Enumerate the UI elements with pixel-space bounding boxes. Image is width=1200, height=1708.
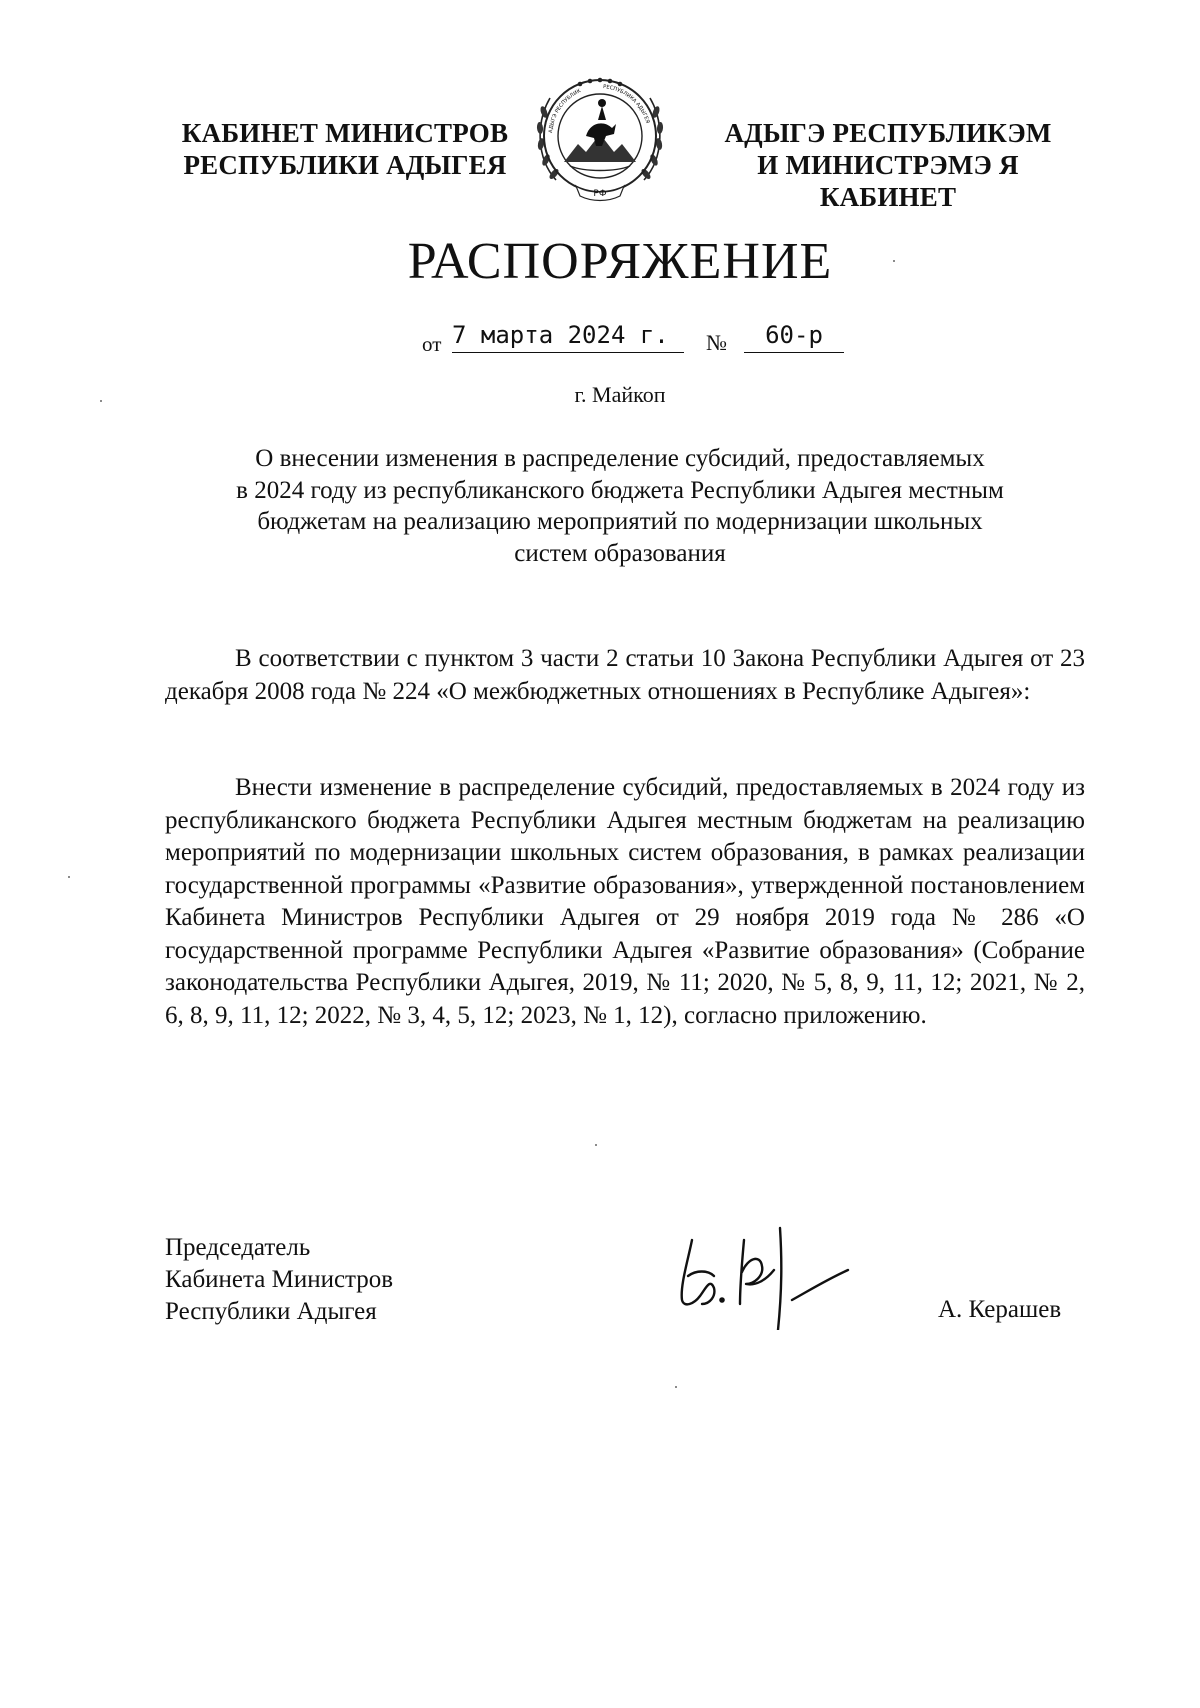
handwritten-signature-icon xyxy=(670,1200,870,1330)
issuer-name-line-1: КАБИНЕТ МИНИСТРОВ xyxy=(181,118,509,148)
document-date: 7 марта 2024 г. xyxy=(452,318,684,353)
issuer-name-adyghe-line-2: И МИНИСТРЭМЭ Я КАБИНЕТ xyxy=(757,150,1019,212)
subject-line-3: бюджетам на реализацию мероприятий по модернизации школьных xyxy=(257,508,983,535)
signer-position-line-1: Председатель xyxy=(165,1234,311,1261)
body-paragraph-order: Внести изменение в распределение субсидий, предоставляемых в 2024 году из республиканского бюджета Республики Адыгея местным бюджетам на реализацию мероприятий по модернизации школьных систем образования, в рамках реализации государственной программы «Развитие образования», утвержденной постановлением Кабинета Министров Республики Адыгея от 29 ноября 2019 года № 286 «О государственной программе Республики Адыгея «Развитие образования» (Собрание законодательства Республики Адыгея, 2019, № 11; 2020, № 5, 8, 9, 11, 12; 2021, № 2, 6, 8, 9, 11, 12; 2022, № 3, 4, 5, 12; 2023, № 1, 12), согласно приложению. xyxy=(165,774,1085,1029)
coat-of-arms-graphic xyxy=(530,62,670,210)
subject-line-1: О внесении изменения в распределение субсидий, предоставляемых xyxy=(255,445,985,472)
document-city: г. Майкоп xyxy=(574,382,666,407)
document-subject xyxy=(160,443,1080,569)
emblem-arc-text-left: АДЫГЭ РЕСПУБЛИК xyxy=(548,88,582,134)
issuer-name-line-2: РЕСПУБЛИКИ АДЫГЕЯ xyxy=(183,150,507,180)
document-title: РАСПОРЯЖЕНИЕ xyxy=(407,233,833,290)
scan-speck xyxy=(68,876,70,878)
scan-speck xyxy=(100,400,102,402)
signer-position-line-3: Республики Адыгея xyxy=(165,1298,377,1325)
signature-strokes xyxy=(670,1200,870,1330)
svg-text:АДЫГЭ РЕСПУБЛИК xyxy=(548,88,582,133)
coat-of-arms-icon xyxy=(530,62,670,210)
body-paragraph-preamble: В соответствии с пунктом 3 части 2 статьи 10 Закона Республики Адыгея от 23 декабря 2008 года № 224 «О межбюджетных отношениях в Республике Адыгея»: xyxy=(165,645,1085,705)
scan-speck xyxy=(675,1386,677,1388)
date-prefix: от xyxy=(422,332,442,356)
signer-position-line-2: Кабинета Министров xyxy=(165,1266,394,1293)
subject-line-2: в 2024 году из республиканского бюджета Республики Адыгея местным xyxy=(236,476,1004,504)
number-prefix: № xyxy=(706,330,727,355)
issuer-name-adyghe xyxy=(688,117,1088,213)
issuer-name-adyghe-line-1: АДЫГЭ РЕСПУБЛИКЭМ xyxy=(724,118,1052,148)
emblem-arc-text-right: РЕСПУБЛИКА АДЫГЕЯ xyxy=(602,84,651,125)
signer-position xyxy=(165,1232,393,1328)
scan-speck xyxy=(595,1144,597,1146)
document-number: 60-р xyxy=(744,318,844,353)
issuer-name-russian xyxy=(180,117,510,181)
subject-line-4: систем образования xyxy=(514,539,726,567)
emblem-ribbon-text: РФ xyxy=(593,189,607,199)
signer-name: А. Керашев xyxy=(938,1296,1062,1323)
scan-speck xyxy=(893,260,895,262)
